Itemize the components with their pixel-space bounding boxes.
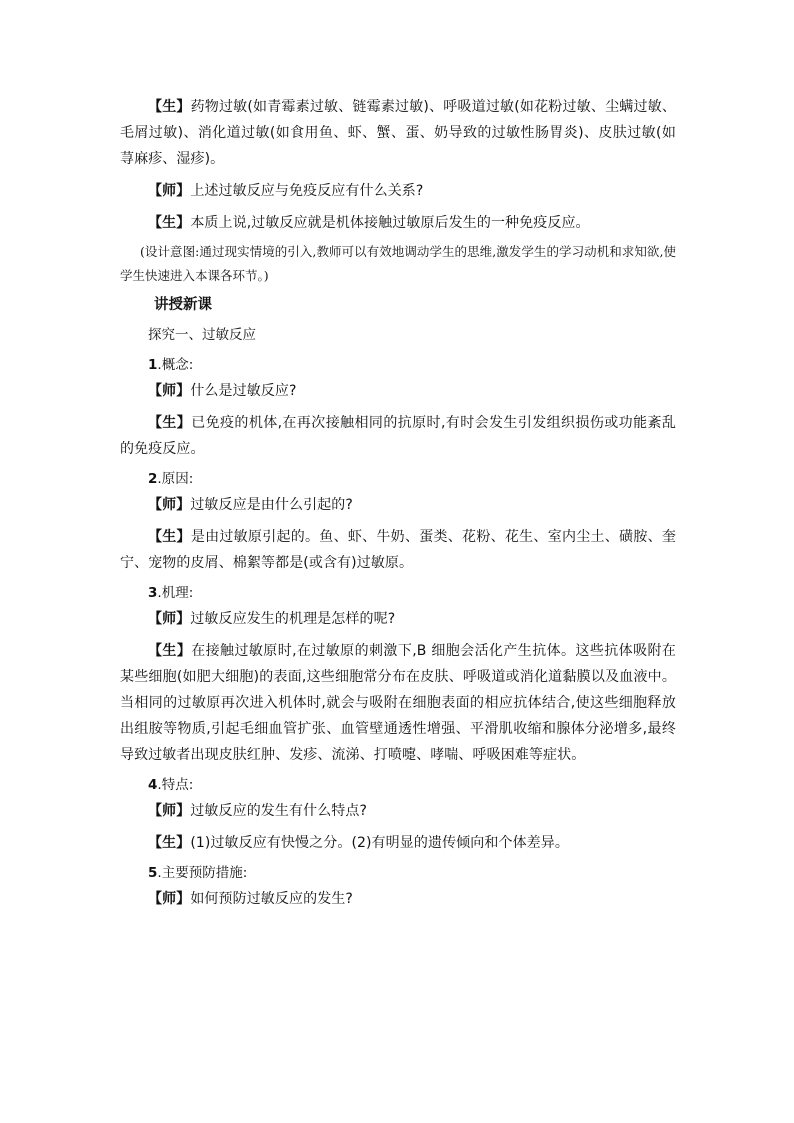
paragraph-text: 药物过敏(如青霉素过敏、链霉素过敏)、呼吸道过敏(如花粉过敏、尘螨过敏、毛屑过敏)、消化道过敏(如食用鱼、虾、蟹、蛋、奶导致的过敏性肠胃炎)、皮肤过敏(如荨麻疹、湿疹)。 (120, 99, 676, 167)
paragraph-text: 已免疫的机体,在再次接触相同的抗原时,有时会发生引发组织损伤或功能紊乱的免疫反应。 (120, 415, 676, 457)
paragraph-text: 什么是过敏反应? (190, 383, 297, 399)
student-tag: 【生】 (148, 99, 191, 115)
student-answer-paragraph (120, 638, 676, 768)
student-tag: 【生】 (148, 215, 191, 231)
student-answer-paragraph (120, 94, 676, 172)
item-title: .原因: (157, 471, 194, 487)
paragraph-text: 过敏反应的发生有什么特点? (190, 803, 368, 819)
paragraph-text: 是由过敏原引起的。鱼、虾、牛奶、蛋类、花粉、花生、室内尘土、磺胺、奎宁、宠物的皮屑、棉絮等都是(或含有)过敏原。 (120, 529, 676, 571)
student-tag: 【生】 (148, 835, 191, 851)
document-body (120, 94, 676, 912)
paragraph-text: 过敏反应发生的机理是怎样的呢? (190, 611, 396, 627)
item-number: 2 (148, 471, 158, 487)
item-number: 1 (148, 357, 158, 373)
item-title: .主要预防措施: (157, 865, 248, 881)
student-answer-paragraph (120, 410, 676, 462)
paragraph-text: 上述过敏反应与免疫反应有什么关系? (190, 183, 424, 199)
paragraph-text: 在接触过敏原时,在过敏原的刺激下,B 细胞会活化产生抗体。这些抗体吸附在某些细胞(如肥大细胞)的表面,这些细胞常分布在皮肤、呼吸道或消化道黏膜以及血液中。当相同的过敏原再次进入机体时,就会与吸附在细胞表面的相应抗体结合,使这些细胞释放出组胺等物质,引起毛细血管扩张、血管壁通透性增强、平滑肌收缩和腺体分泌增多,最终导致过敏者出现皮肤红肿、发疹、流涕、打喷嚏、哮喘、呼吸困难等症状。 (120, 643, 676, 763)
teacher-question-paragraph (120, 492, 676, 518)
item-heading (120, 772, 676, 798)
item-title: .概念: (157, 357, 194, 373)
student-tag: 【生】 (148, 643, 192, 659)
paragraph-text: 过敏反应是由什么引起的? (190, 497, 353, 513)
student-tag: 【生】 (148, 529, 191, 545)
item-heading (120, 860, 676, 886)
paragraph-text: 如何预防过敏反应的发生? (190, 891, 353, 907)
item-heading (120, 580, 676, 606)
subsection-title: 探究一、过敏反应 (148, 327, 256, 343)
teacher-question-paragraph (120, 886, 676, 912)
design-intent-note: (设计意图:通过现实情境的引入,教师可以有效地调动学生的思维,激发学生的学习动机和求知欲,使学生快速进入本课各环节。) (120, 244, 676, 283)
paragraph-text: 本质上说,过敏反应就是机体接触过敏原后发生的一种免疫反应。 (190, 215, 590, 231)
item-number: 5 (148, 865, 158, 881)
teacher-question-paragraph (120, 798, 676, 824)
student-answer-paragraph (120, 524, 676, 576)
item-number: 4 (148, 777, 158, 793)
teacher-tag: 【师】 (148, 803, 191, 819)
teacher-question-paragraph (120, 606, 676, 632)
teacher-tag: 【师】 (148, 383, 191, 399)
teacher-tag: 【师】 (148, 183, 191, 199)
teacher-question-paragraph (120, 378, 676, 404)
item-title: .特点: (157, 777, 194, 793)
item-heading (120, 466, 676, 492)
item-number: 3 (148, 585, 158, 601)
section-heading: 讲授新课 (154, 297, 212, 313)
student-answer-paragraph (120, 830, 676, 856)
student-tag: 【生】 (148, 415, 192, 431)
teacher-tag: 【师】 (148, 611, 191, 627)
paragraph-text: (1)过敏反应有快慢之分。(2)有明显的遗传倾向和个体差异。 (190, 835, 569, 851)
item-title: .机理: (157, 585, 194, 601)
student-answer-paragraph (120, 210, 676, 236)
teacher-tag: 【师】 (148, 891, 191, 907)
item-heading (120, 352, 676, 378)
teacher-tag: 【师】 (148, 497, 191, 513)
teacher-question-paragraph (120, 178, 676, 204)
